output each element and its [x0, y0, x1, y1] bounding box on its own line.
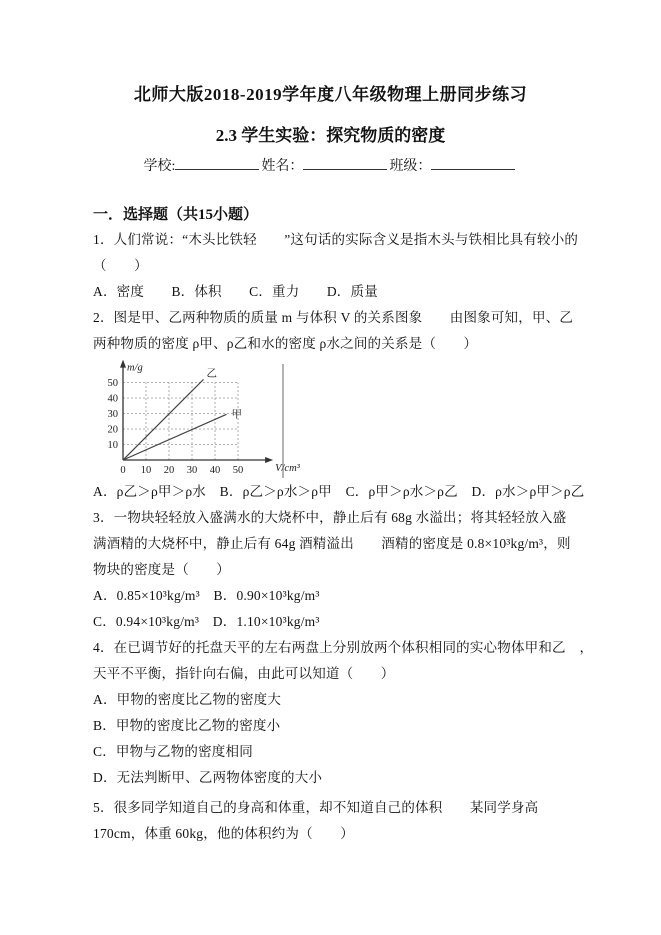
x-tick-label: 0: [120, 465, 126, 476]
options-line: A．ρ乙＞ρ甲＞ρ水 B．ρ乙＞ρ水＞ρ甲 C．ρ甲＞ρ水＞ρ乙 D．ρ水＞ρ甲＞ρ乙: [93, 484, 585, 499]
answer-parentheses: （ ）: [93, 258, 148, 273]
option-line: B．甲物的密度比乙物的密度小: [93, 718, 281, 733]
option-line: C．甲物与乙物的密度相同: [93, 744, 253, 759]
question-3: [93, 505, 621, 635]
x-tick-label: 40: [209, 465, 221, 476]
school-field-label: 学校:: [143, 159, 176, 174]
x-axis-title: V/cm³: [275, 463, 300, 474]
option-line: D．无法判断甲、乙两物体密度的大小: [93, 770, 323, 785]
options-line: C．0.94×10³kg/m³ D．1.10×10³kg/m³: [93, 614, 320, 629]
question-2: [93, 305, 621, 505]
question-line: 4．在已调节好的托盘天平的左右两盘上分别放两个体积相同的实心物体甲和乙 ，: [93, 640, 594, 655]
x-tick-label: 20: [163, 465, 175, 476]
content-column: [93, 201, 621, 847]
question-line: 两种物质的密度 ρ甲、ρ乙和水的密度 ρ水之间的关系是（ ）: [93, 336, 478, 351]
section-heading: 一．选择题（共15小题）: [93, 207, 259, 223]
y-axis-title: m/g: [127, 362, 143, 374]
question-1: [93, 227, 621, 305]
question-4: [93, 635, 621, 791]
series-line-乙: [123, 379, 204, 460]
y-axis-arrow: [120, 360, 126, 368]
question-line: 天平不平衡，指针向右偏，由此可以知道（ ）: [93, 666, 395, 681]
options-line: A．0.85×10³kg/m³ B．0.90×10³kg/m³: [93, 588, 320, 603]
name-field-blank: [303, 155, 387, 170]
mass-volume-chart: [98, 359, 398, 481]
school-field-blank: [175, 155, 259, 170]
name-field: [261, 155, 389, 178]
y-tick-label: 50: [107, 378, 118, 389]
question-line: 满酒精的大烧杯中，静止后有 64g 酒精溢出 酒精的密度是 0.8×10³kg/m³，则: [93, 536, 571, 551]
y-tick-label: 20: [107, 424, 118, 436]
y-tick-label: 40: [107, 393, 118, 405]
class-field-label: 班级：: [389, 159, 432, 174]
option-line: A．甲物的密度比乙物的密度大: [93, 692, 282, 707]
question-line: 5．很多同学知道自己的身高和体重，却不知道自己的体积 某同学身高: [93, 800, 539, 815]
question-line: 2．图是甲、乙两种物质的质量 m 与体积 V 的关系图象 由图象可知，甲、乙: [93, 310, 574, 325]
question-5: [93, 795, 621, 847]
class-field-blank: [431, 155, 515, 170]
x-tick-label: 10: [140, 465, 152, 476]
question-line: 3．一物块轻轻放入盛满水的大烧杯中，静止后有 68g 水溢出；将其轻轻放入盛: [93, 510, 567, 525]
question-line: 170cm，体重 60kg，他的体积约为（ ）: [93, 826, 354, 841]
x-axis-arrow: [265, 457, 273, 463]
y-tick-label: 10: [107, 440, 118, 451]
options-line: A．密度 B．体积 C．重力 D．质量: [93, 284, 378, 299]
y-tick-label: 30: [107, 409, 118, 420]
question-line: 1．人们常说：“木头比铁轻 ”这句话的实际含义是指木头与铁相比具有较小的: [93, 232, 579, 247]
series-label-乙: 乙: [206, 368, 217, 380]
school-field: [144, 155, 262, 178]
class-field: [389, 155, 517, 178]
question-line: 物块的密度是（ ）: [93, 562, 230, 577]
page-title: 北师大版2018-2019学年度八年级物理上册同步练习: [133, 85, 528, 104]
page-subtitle: 2.3 学生实验：探究物质的密度: [215, 126, 446, 145]
series-line-甲: [123, 414, 227, 460]
x-tick-label: 50: [232, 465, 244, 476]
series-label-甲: 甲: [231, 409, 242, 421]
name-field-label: 姓名：: [261, 159, 304, 174]
header-fields-row: [0, 155, 661, 178]
x-tick-label: 30: [186, 465, 198, 476]
questions-list: [93, 227, 621, 847]
mass-volume-figure: [93, 357, 621, 479]
